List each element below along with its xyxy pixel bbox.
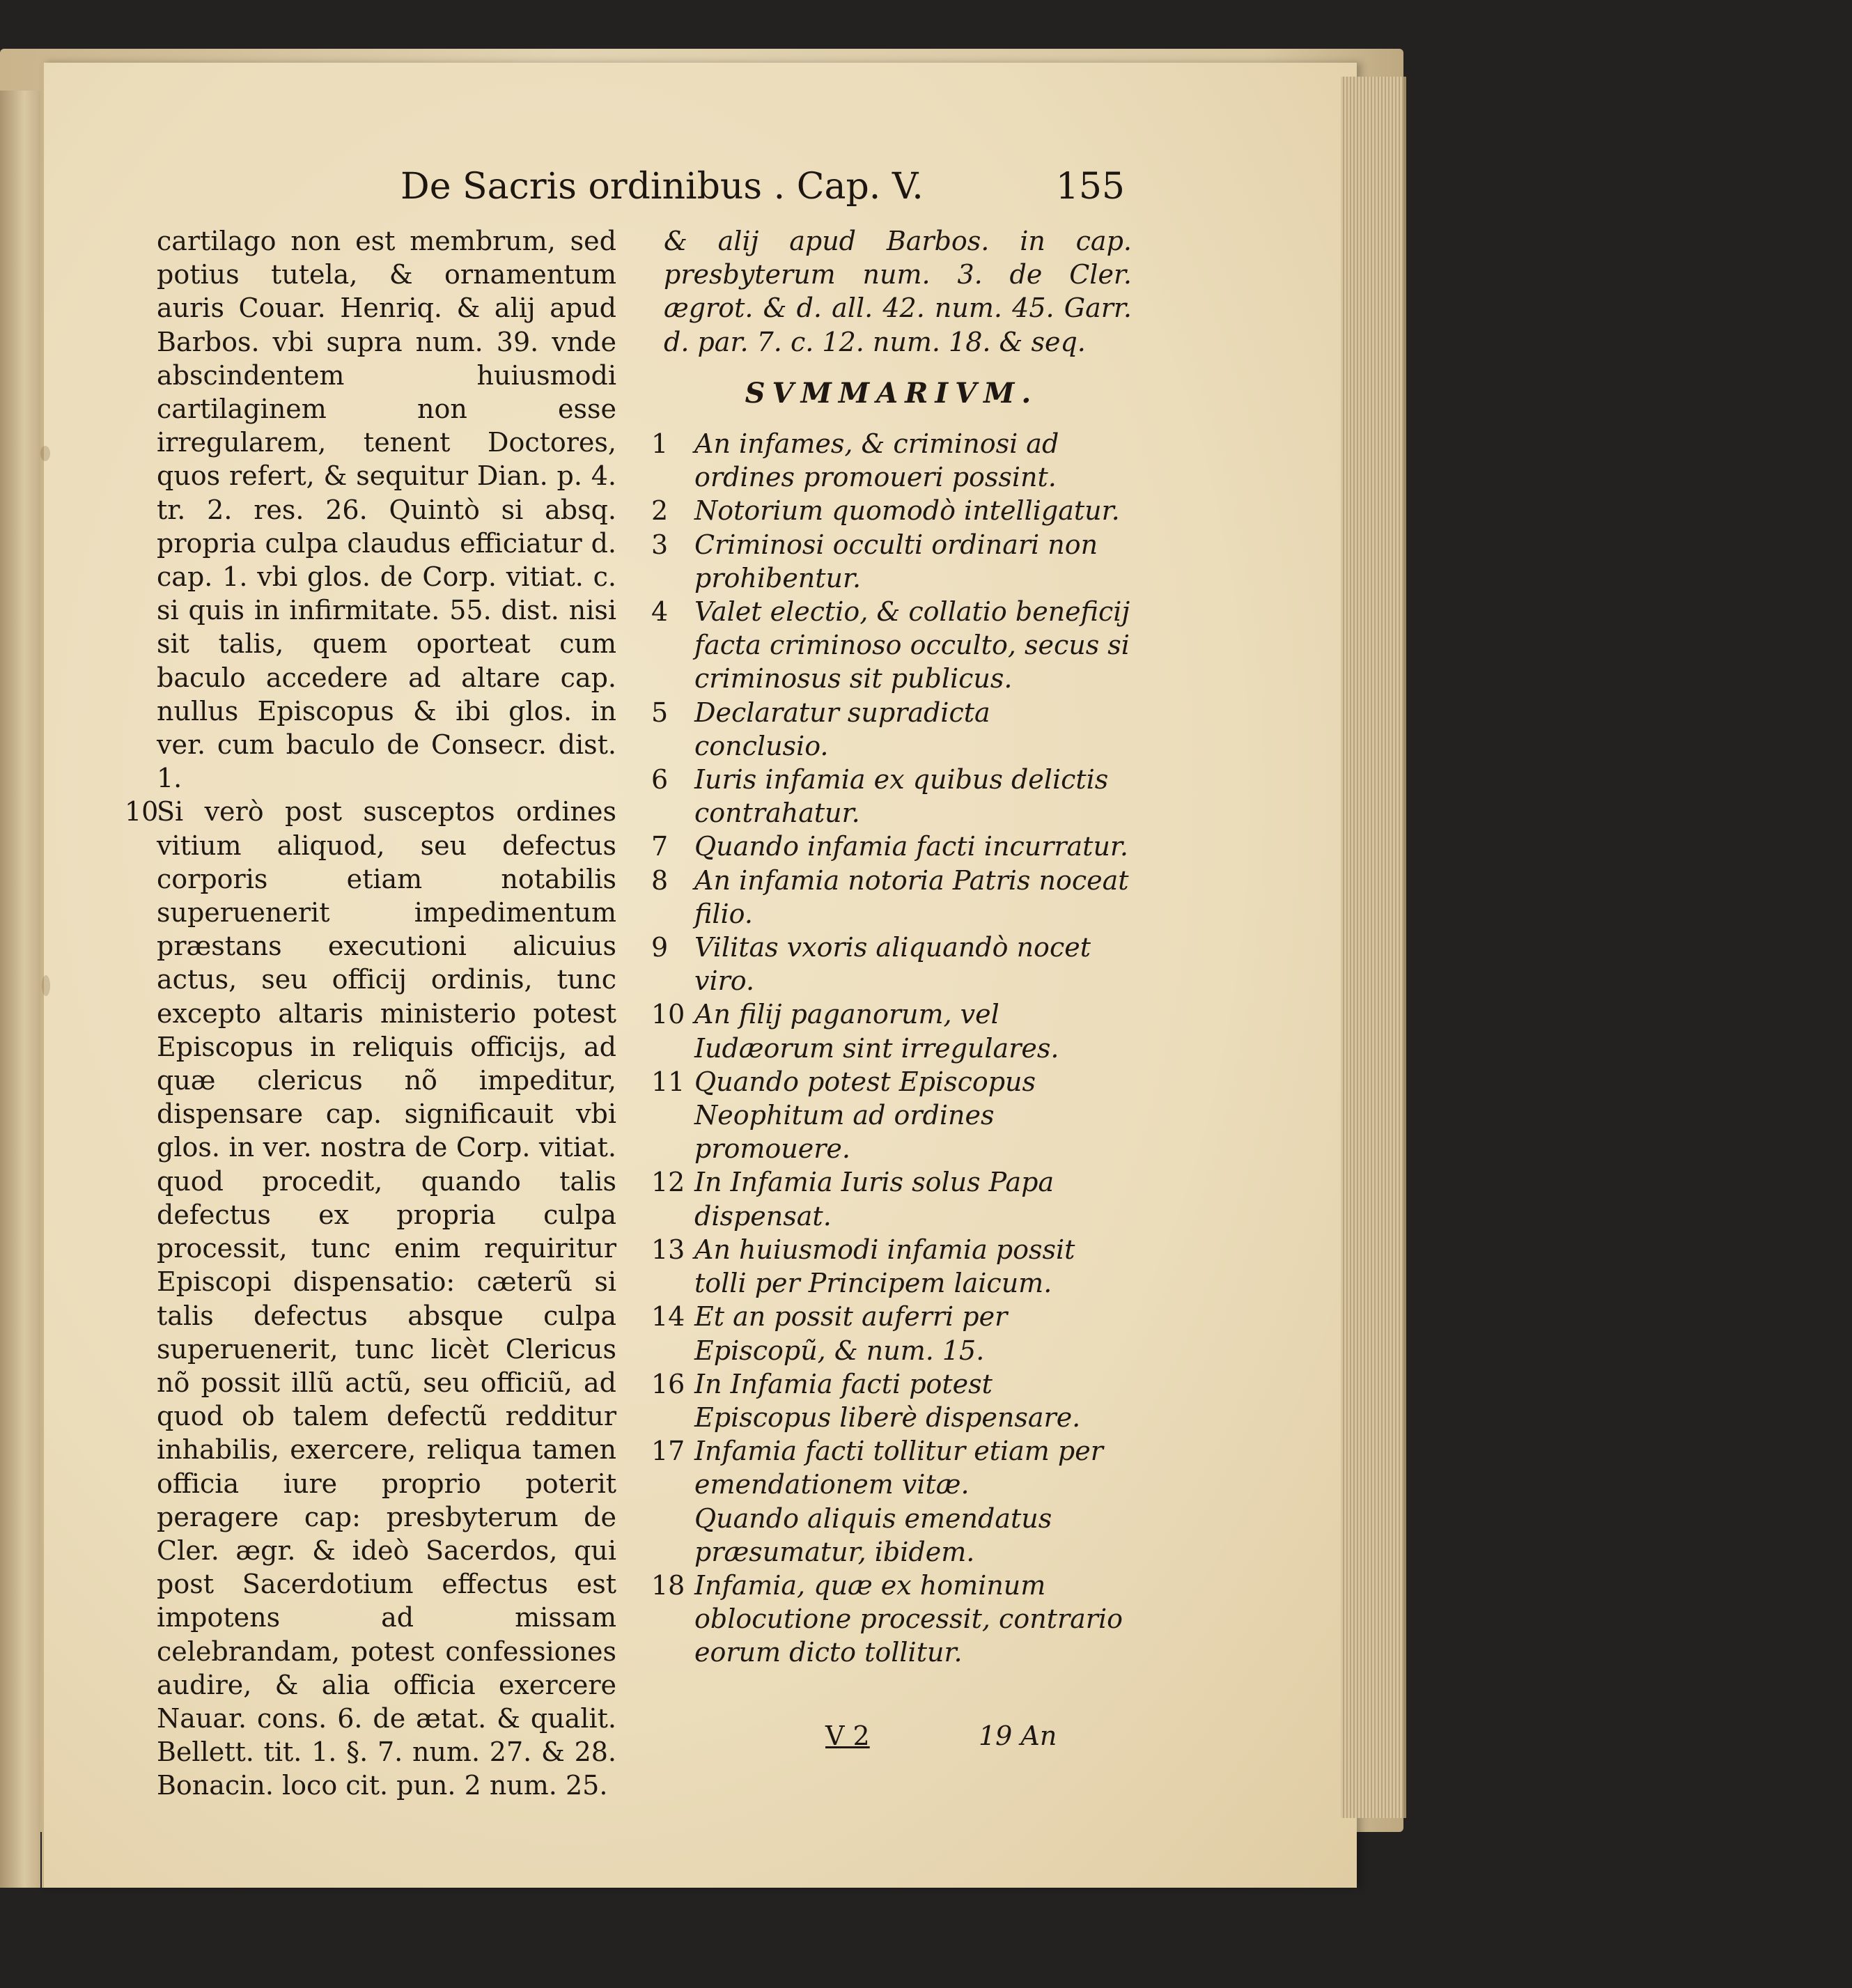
running-head [400,166,1125,215]
page-title: De Sacris ordinibus . Cap. V. [400,166,924,208]
summary-item-text: In Infamia Iuris solus Papa dispensat. [694,1167,1055,1232]
summary-item-number: 10 [651,999,685,1030]
summary-item [651,1434,1132,1501]
summary-list [651,427,1132,1670]
paragraph [125,795,616,1802]
summary-item-text: In Infamia facti potest Episcopus liberè dispensare. [694,1368,1081,1433]
summary-item-number: 14 [651,1301,685,1333]
summary-item [651,1502,1132,1569]
summary-item-text: An infamia notoria Patris noceat filio. [694,864,1129,929]
summary-item-text: Quando aliquis emendatus præsumatur, ibidem. [694,1502,1052,1567]
summary-item [651,997,1132,1064]
summary-item-text: Iuris infamia ex quibus delictis contrahatur. [694,764,1109,829]
summary-item-text: Et an possit auferri per Episcopũ, & num. 15. [694,1301,1008,1366]
summary-item [651,696,1132,763]
summary-item [651,595,1132,696]
marginal-number: 10 [125,796,159,828]
summary-item-text: An filij paganorum, vel Iudæorum sint irregulares. [694,999,1059,1064]
summary-item-number: 3 [651,529,669,560]
summary-item [651,494,1132,527]
paragraph-text: cartilago non est membrum, sed potius tutela, & ornamentum auris Couar. Henriq. & alij apud Barbos. vbi supra num. 39. vnde abscindentem huiusmodi cartilaginem non esse irregularem, tenent Doctores, quos refert, & sequitur Dian. p. 4. tr. 2. res. 26. Quintò si absq. propria culpa claudus efficiatur d. cap. 1. vbi glos. de Corp. vitiat. c. si quis in infirmitate. 55. dist. nisi sit talis, quem oporteat cum baculo accedere ad altare cap. nullus Episcopus & ibi glos. in ver. cum baculo de Consecr. dist. 1. [157,226,616,794]
facing-page-edge [0,91,40,1888]
summary-item-number: 11 [651,1066,685,1097]
summary-item [651,1367,1132,1434]
summary-item-number: 18 [651,1569,685,1601]
summary-item [651,931,1132,997]
summary-item [651,763,1132,830]
summary-heading: SVMMARIVM. [745,376,1038,410]
paper-stain [40,446,50,461]
page-footer [825,1721,1076,1755]
summary-item [651,1569,1132,1670]
summary-item-number: 12 [651,1167,685,1198]
summary-item-text: An infames, & criminosi ad ordines promoueri possint. [694,428,1059,493]
summary-item [651,427,1132,494]
summary-item [651,1233,1132,1300]
summary-item-text: Infamia facti tollitur etiam per emendationem vitæ. [694,1436,1103,1500]
summary-item-text: Infamia, quæ ex hominum oblocutione processit, contrario eorum dicto tollitur. [694,1569,1123,1668]
summary-item-number: 9 [651,932,669,963]
summary-item-number: 8 [651,864,669,896]
summary-item-text: Quando potest Episcopus Neophitum ad ordines promouere. [694,1066,1036,1165]
summary-item-number: 1 [651,428,669,460]
summary-item-text: Notorium quomodò intelligatur. [694,495,1120,527]
summary-item-number: 5 [651,697,669,728]
summary-item-number: 16 [651,1368,685,1399]
citation-continuation: & alij apud Barbos. in cap. presbyterum num. 3. de Cler. ægrot. & d. all. 42. num. 45. Garr. d. par. 7. c. 12. num. 18. & seq. [664,226,1132,357]
page-fore-edge [1341,77,1406,1818]
signature-mark: V 2 [825,1721,870,1751]
summary-item [651,864,1132,931]
page-number: 155 [1055,166,1125,208]
summary-item-text: Valet electio, & collatio beneficij facta criminoso occulto, secus si criminosus sit publicus. [694,596,1130,694]
summary-item-text: An huiusmodi infamia possit tolli per Principem laicum. [694,1234,1075,1299]
right-text-column [651,224,1132,1670]
paragraph [157,224,616,795]
paper-stain [42,975,50,996]
summary-item-number: 6 [651,764,669,795]
summary-item-text: Declaratur supradicta conclusio. [694,697,990,761]
summary-item-number: 13 [651,1234,685,1265]
summary-item-text: Vilitas vxoris aliquandò nocet viro. [694,932,1091,997]
summary-item [651,1165,1132,1232]
summary-item-number: 4 [651,596,669,628]
summary-item [651,830,1132,863]
summary-item [651,1065,1132,1166]
paragraph-text: Si verò post susceptos ordines vitium aliquod, seu defectus corporis etiam notabilis superuenerit impedimentum præstans executioni alicuius actus, seu officij ordinis, tunc excepto altaris ministerio potest Episcopus in reliquis officijs, ad quæ clericus nõ impeditur, dispensare cap. significauit vbi glos. in ver. nostra de Corp. vitiat. quod procedit, quando talis defectus ex propria culpa processit, tunc enim requiritur Episcopi dispensatio: cæterũ si talis defectus absque culpa superuenerit, tunc licèt Clericus nõ possit illũ actũ, seu officiũ, ad quod ob talem defectũ redditur inhabilis, exercere, reliqua tamen officia iure proprio poterit peragere cap: presbyterum de Cler. ægr. & ideò Sacerdos, qui post Sacerdotium effectus est impotens ad missam celebrandam, potest confessiones audire, & alia officia exercere Nauar. cons. 6. de ætat. & qualit. Bellett. tit. 1. §. 7. num. 27. & 28. Bonacin. loco cit. pun. 2 num. 25. [157,796,616,1801]
summary-item-text: Quando infamia facti incurratur. [694,831,1128,862]
catchword: 19 An [979,1721,1057,1751]
summary-item [651,1300,1132,1367]
summary-item-number: 2 [651,495,669,527]
summary-item [651,528,1132,595]
summary-item-number: 7 [651,831,669,862]
summary-item-number: 17 [651,1436,685,1467]
left-text-column [125,224,616,1803]
summary-item-text: Criminosi occulti ordinari non prohibentur. [694,529,1098,593]
